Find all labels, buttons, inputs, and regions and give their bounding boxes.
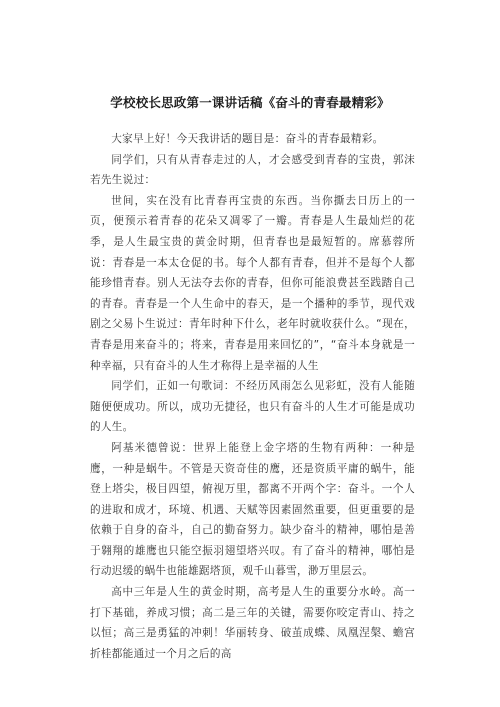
paragraph-greeting: 大家早上好！今天我讲话的题目是：奋斗的青春最精彩。 (111, 133, 384, 145)
document-title: 学校校长思政第一课讲话稿《奋斗的青春最精彩》 (110, 95, 390, 110)
paragraph-intro: 同学们，只有从青春走过的人，才会感受到青春的宝贵，郭沫若先生说过： (90, 153, 415, 187)
paragraph-youth: 世间，实在没有比青春再宝贵的东西。当你撕去日历上的一页，便预示着青春的花朵又凋零了一瓣。青春是人生最灿烂的花季，是人生最宝贵的黄金时期，但青春也是最短暂的。席慕蓉所说：青春是一本太仓促的书。每个人都有青春，但并不是每个人都能珍惜青春。别人无法夺去你的青春，但你可能浪费甚至践踏自己的青春。青春是一个人生命中的春天，是一个播种的季节，现代戏剧之父易卜生说过：青年时种下什么，老年时就收获什么。“现在，青春是用来奋斗的；将来，青春是用来回忆的”，“奋斗本身就是一种幸福，只有奋斗的人生才称得上是幸福的人生 (90, 194, 415, 372)
paragraph-archimedes: 阿基米德曾说：世界上能登上金字塔的生物有两种：一种是鹰，一种是蜗牛。不管是天资奇佳的鹰，还是资质平庸的蜗牛，能登上塔尖，极目四望，俯视万里，都离不开两个字：奋斗。一个人的进取和成才，环境、机遇、天赋等因素固然重要，但更重要的是依赖于自身的奋斗，自己的勤奋努力。缺少奋斗的精神，哪怕是善于翱翔的雄鹰也只能空振羽翅望塔兴叹。有了奋斗的精神，哪怕是行动迟缓的蜗牛也能雄踞塔顶，观千山暮雪，渺万里层云。 (90, 441, 415, 578)
paragraph-high-school: 高中三年是人生的黄金时期，高考是人生的重要分水岭。高一打下基础，养成习惯；高二是三年的关键，需要你咬定青山、持之以恒；高三是勇猛的冲刺！华丽转身、破茧成蝶、凤凰涅槃、蟾宫折桂都能通过一个月之后的高 (90, 586, 415, 660)
document-body (90, 129, 415, 664)
paragraph-success: 同学们，正如一句歌词：不经历风雨怎么见彩虹，没有人能随随便便成功。所以，成功无捷径，也只有奋斗的人生才可能是成功的人生。 (90, 380, 415, 434)
